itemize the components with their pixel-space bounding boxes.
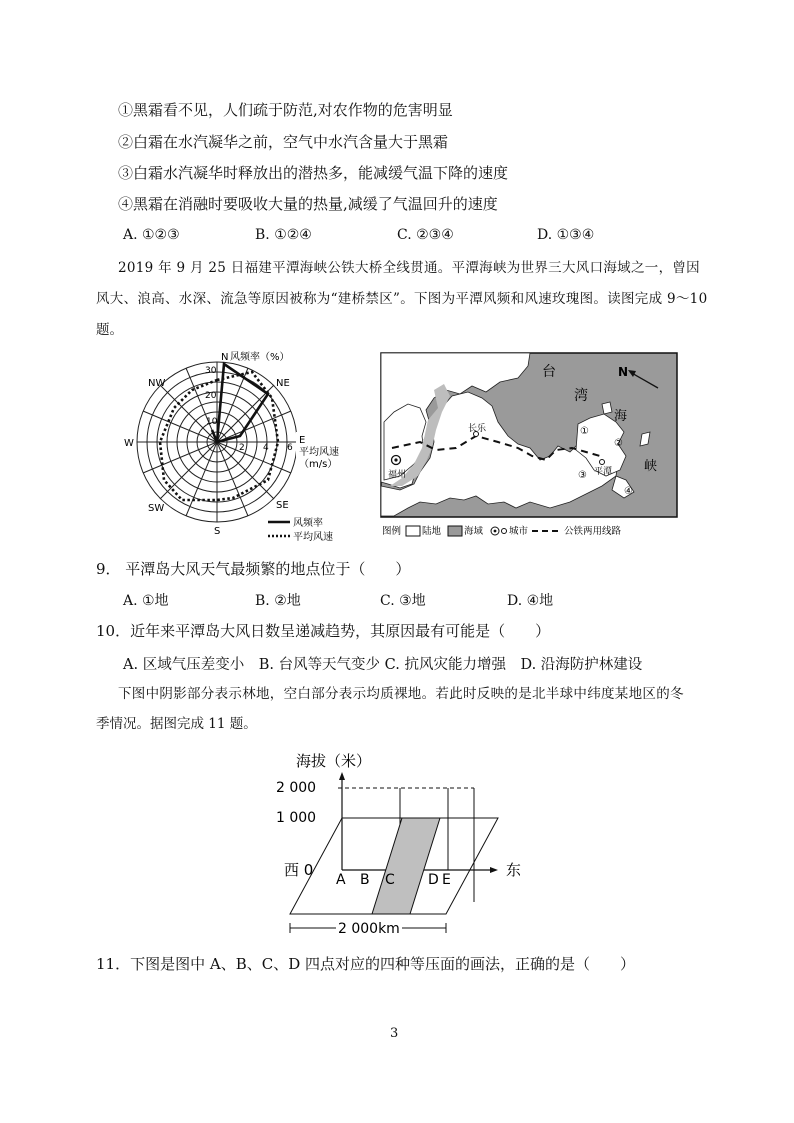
rose-legend-frequency: 风频率 [293, 518, 323, 529]
statement-2: ②白霜在水汽凝华之前，空气中水汽含量大于黑霜 [118, 133, 449, 151]
q8-option-a: A. ①②③ [123, 227, 180, 243]
pingtan-map [380, 352, 678, 546]
rose-speed-tick-2: 2 [239, 443, 245, 453]
rose-label-sw: SW [148, 503, 165, 514]
rose-label-s: S [214, 526, 221, 537]
q9-stem: 9． 平潭岛大风天气最频繁的地点位于（ ） [96, 560, 411, 578]
rose-label-ne: NE [276, 378, 290, 389]
north-arrow-label: N [618, 365, 629, 379]
map-mark-4: ④ [624, 486, 633, 497]
forest-band [372, 818, 440, 914]
map-legend-title: 图例 [382, 526, 402, 537]
map-label-pingtan: 平潭 [594, 467, 613, 477]
profile-y1000: 1 000 [276, 810, 317, 826]
map-label-changle: 长乐 [468, 424, 487, 434]
map-mark-2: ② [614, 438, 623, 449]
map-legend-city: 城市 [509, 526, 529, 537]
q8-option-c: C. ②③④ [397, 227, 454, 243]
profile-east: 东 [506, 861, 522, 879]
rose-speed-tick-6: 6 [287, 443, 293, 453]
map-label-xia: 峡 [644, 459, 658, 474]
page-number: 3 [390, 1026, 399, 1041]
rose-label-n: N [221, 352, 229, 363]
map-legend-rail: 公铁两用线路 [564, 526, 622, 537]
passage2-line-1: 下图中阴影部分表示林地，空白部分表示均质裸地。若此时反映的是北半球中纬度某地区的冬 [118, 686, 684, 702]
map-label-hai: 海 [614, 409, 628, 424]
profile-point-d: D [428, 872, 439, 888]
map-mark-3: ③ [578, 470, 587, 481]
profile-scale: 2 000km [338, 921, 400, 937]
q8-option-b: B. ①②④ [255, 227, 312, 243]
map-mark-1: ① [580, 426, 589, 437]
q9-option-c: C. ③地 [380, 593, 426, 609]
passage2-line-2: 季情况。据图完成 11 题。 [96, 716, 257, 732]
map-label-wan: 湾 [574, 388, 588, 404]
map-label-tai: 台 [542, 364, 556, 380]
rose-label-se: SE [276, 500, 289, 511]
rose-legend-speed: 平均风速 [293, 532, 333, 543]
q10-stem: 10．近年来平潭岛大风日数呈递减趋势，其原因最有可能是（ ） [96, 622, 551, 640]
q11-stem: 11．下图是图中 A、B、C、D 四点对应的四种等压面的画法，正确的是（ ） [96, 955, 635, 973]
profile-point-a: A [336, 872, 346, 888]
statement-3: ③白霜水汽凝华时释放出的潜热多，能减缓气温下降的速度 [118, 164, 509, 182]
profile-west: 西 0 [284, 861, 314, 879]
rose-speed-title-1: 平均风速 [299, 447, 339, 458]
profile-point-b: B [360, 872, 370, 888]
profile-y2000: 2 000 [276, 780, 317, 796]
passage1-line-3: 题。 [96, 322, 123, 338]
rose-freq-tick-30: 30 [205, 366, 217, 376]
statement-4: ④黑霜在消融时要吸收大量的热量,减缓了气温回升的速度 [118, 195, 498, 213]
elevation-profile-figure [270, 742, 540, 940]
wind-rose-figure [120, 350, 360, 550]
rose-speed-title-2: （m/s） [299, 459, 338, 470]
rose-frequency-title: 风频率（%） [230, 352, 290, 363]
profile-point-c: C [385, 872, 395, 888]
rose-label-e: E [299, 435, 306, 446]
q9-option-b: B. ②地 [255, 593, 301, 609]
map-label-fuzhou: 福州 [388, 470, 407, 480]
rose-speed-tick-4: 4 [263, 443, 269, 453]
passage1-line-2: 风大、浪高、水深、流急等原因被称为“建桥禁区”。下图为平潭风频和风速玫瑰图。读图完成 9～10 [96, 291, 708, 307]
q8-option-d: D. ①③④ [537, 227, 595, 243]
wind-frequency-line [212, 364, 268, 442]
rose-label-w: W [124, 438, 134, 449]
q9-option-d: D. ④地 [507, 593, 554, 609]
map-legend-land: 陆地 [422, 526, 442, 537]
q9-option-a: A. ①地 [123, 593, 169, 609]
profile-point-e: E [442, 872, 451, 888]
statement-1: ①黑霜看不见，人们疏于防范,对农作物的危害明显 [118, 101, 453, 119]
rose-freq-tick-10: 10 [206, 417, 218, 427]
profile-ylabel: 海拔（米） [296, 752, 372, 770]
map-legend-sea: 海域 [464, 526, 484, 537]
q10-options: A. 区域气压差变小 B. 台风等天气变少 C. 抗风灾能力增强 D. 沿海防护林建设 [123, 657, 643, 673]
passage1-line-1: 2019 年 9 月 25 日福建平潭海峡公铁大桥全线贯通。平潭海峡为世界三大风口海域之一，曾因 [118, 260, 700, 276]
rose-label-nw: NW [148, 378, 166, 389]
rose-freq-tick-20: 20 [205, 391, 217, 401]
